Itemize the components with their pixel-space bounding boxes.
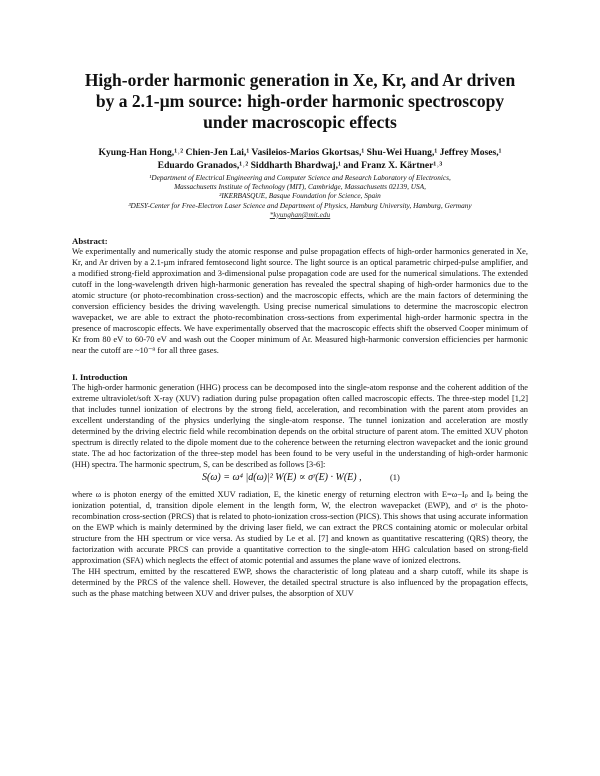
affiliations (72, 173, 528, 219)
intro-paragraph-1: The high-order harmonic generation (HHG) process can be decomposed into the single-atom response and the coherent addition of the extreme ultraviolet/soft X-ray (XUV) radiation during pulse propagation often called macroscopic effects. The three-step model [1,2] that includes tunnel ionization of electrons by the strong field, acceleration, and recombination with the parent atom provides an excellent understanding of the physics underlying the single-atom response. The tunnel ionization and acceleration are mostly determined by the driving electric field while recombination depends on the orbital structure of parent atom. The emitted XUV photon spectrum is directly related to the dipole moment due to the coherence between the returning electron wavepacket and the ionic ground state. The ad hoc factorization of the three-step model has been found to be very useful in the understanding of high-order harmonic (HH) spectra. The harmonic spectrum, S, can be described as follows [3-6]: (72, 383, 528, 470)
equation-expression: S(ω) = ω⁴ |d(ω)|² W(E) ∝ σʳ(E) · W(E) , (202, 472, 362, 484)
author-line: Eduardo Granados,¹˒² Siddharth Bhardwaj,¹ and Franz X. Kärtner¹˒³ (157, 159, 443, 171)
equation-1 (72, 471, 528, 487)
author-list (72, 147, 528, 172)
affiliation-line: Massachusetts Institute of Technology (MIT), Cambridge, Massachusetts 02139, USA, (174, 182, 426, 192)
affiliation-line: ²IKERBASQUE, Basque Foundation for Science, Spain (219, 191, 381, 201)
paper-title (72, 0, 528, 133)
equation-number: (1) (390, 473, 400, 483)
abstract-text: We experimentally and numerically study the atomic response and pulse propagation effects of high-order harmonics generated in Xe, Kr, and Ar driven by a 2.1-µm infrared femtosecond light source. The light source is an optical parametric chirped-pulse amplifier, and a modified strong-field approximation and 3-dimensional pulse propagation code are used for the numerical simulations. The extended cutoff in the long-wavelength driven high-harmonic generation has revealed the spectral shaping of high-order harmonics due to the atomic structure (or photo-recombination cross-section) and the macroscopic effects, which are the main factors of determining the conversion efficiency besides the driving wavelength. Using precise numerical simulations to determine the macroscopic electron wavepacket, we are able to extract the photo-recombination cross-sections from experimental high-order harmonic spectra in the presence of macroscopic effects. We have experimentally observed that the macroscopic effects shift the observed Cooper minimum of Kr from 80 eV to 60-70 eV and wash out the Cooper minimum of Ar. Measured high-harmonic conversion efficiencies per harmonic near the cutoff are ~10⁻⁹ for all three gases. (72, 247, 528, 356)
intro-paragraph-2: where ω is photon energy of the emitted XUV radiation, E, the kinetic energy of returning electron with E=ω−Iₚ and Iₚ being the ionization potential, d, transition dipole element in the length form, W, the electron wavepacket (EWP), and σʳ is the photo-recombination cross-section (PRCS) that is related to photo-ionization cross-section (PICS). This shows that using accurate information on the EWP which is mainly determined by the driving laser field, we can extract the PRCS containing atomic or molecular orbital structure from the HH spectrum or vice versa. As studied by Le et al. [7] and known as quantitative rescattering (QRS) theory, the factorization with accurate PRCS can provide a quantitative correction to the single-atom HHG calculation based on strong-field approximation (SFA) which neglects the effect of atomic potential and assumes the plane wave of ionized electrons. (72, 490, 528, 566)
title-line: High-order harmonic generation in Xe, Kr, and Ar driven (84, 70, 516, 90)
title-line: by a 2.1-µm source: high-order harmonic spectroscopy (95, 91, 505, 111)
affiliation-line: ¹Department of Electrical Engineering and Computer Science and Research Laboratory of Electronics, (149, 173, 451, 182)
abstract-heading: Abstract: (72, 236, 108, 247)
introduction-heading: I. Introduction (72, 372, 128, 383)
author-line: Kyung-Han Hong,¹˒² Chien-Jen Lai,¹ Vasileios-Marios Gkortsas,¹ Shu-Wei Huang,¹ Jeffrey Moses,¹ (98, 147, 502, 158)
title-line: under macroscopic effects (203, 112, 397, 132)
intro-paragraph-3: The HH spectrum, emitted by the rescattered EWP, shows the characteristic of long plateau and a sharp cutoff, while its shape is determined by the PRCS of the valence shell. However, the detailed spectral structure is also influenced by the propagation effects, such as the phase matching between XUV and driver pulses, the absorption of XUV (72, 567, 528, 599)
email-link[interactable]: *kyunghan@mit.edu (269, 209, 331, 219)
affiliation-line: ³DESY-Center for Free-Electron Laser Science and Department of Physics, Hamburg University, Hamburg, Germany (128, 200, 472, 210)
